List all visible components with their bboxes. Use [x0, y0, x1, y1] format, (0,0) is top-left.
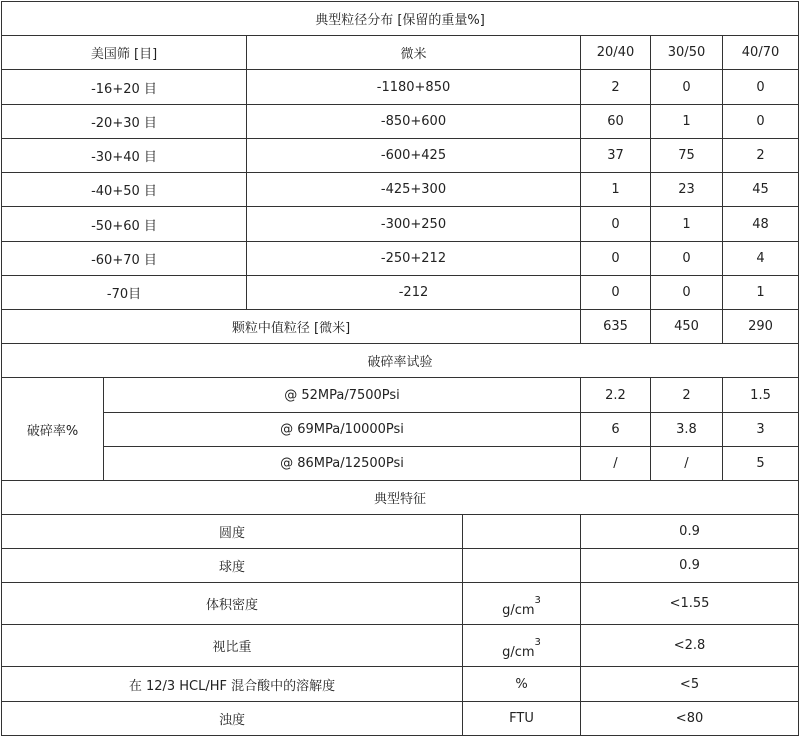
property-value: <2.8	[581, 625, 799, 667]
median-label: 颗粒中值粒径 [微米]	[2, 310, 581, 344]
property-unit	[463, 515, 581, 549]
value-cell: 2	[723, 139, 799, 173]
table-row	[2, 515, 799, 549]
mesh-cell: -60+70 目	[2, 242, 247, 276]
mesh-cell: -70目	[2, 276, 247, 310]
property-value: 0.9	[581, 515, 799, 549]
median-row	[2, 310, 799, 344]
micron-cell: -1180+850	[247, 70, 581, 105]
table-row	[2, 276, 799, 310]
micron-cell: -212	[247, 276, 581, 310]
property-unit	[463, 549, 581, 583]
property-name: 视比重	[2, 625, 463, 667]
micron-cell: -300+250	[247, 207, 581, 242]
value-cell: 0	[581, 207, 651, 242]
table-row	[2, 139, 799, 173]
props-section-title: 典型特征	[2, 481, 799, 515]
mesh-cell: -16+20 目	[2, 70, 247, 105]
table-row	[2, 173, 799, 207]
value-cell: 48	[723, 207, 799, 242]
crush-condition: @ 86MPa/12500Psi	[104, 447, 581, 481]
table-row	[2, 242, 799, 276]
value-cell: 3.8	[651, 413, 723, 447]
crush-label: 破碎率%	[2, 378, 104, 481]
value-cell: 0	[651, 276, 723, 310]
table-row	[2, 583, 799, 625]
mesh-cell: -30+40 目	[2, 139, 247, 173]
value-cell: 450	[651, 310, 723, 344]
value-cell: 4	[723, 242, 799, 276]
value-cell: 0	[581, 276, 651, 310]
header-grade-30-50: 30/50	[651, 36, 723, 70]
unit-superscript: 3	[534, 595, 541, 606]
property-value: <5	[581, 667, 799, 702]
value-cell: 60	[581, 105, 651, 139]
value-cell: 1.5	[723, 378, 799, 413]
value-cell: 0	[723, 70, 799, 105]
table-row	[2, 413, 799, 447]
value-cell: 1	[651, 207, 723, 242]
micron-cell: -600+425	[247, 139, 581, 173]
value-cell: /	[651, 447, 723, 481]
mesh-cell: -40+50 目	[2, 173, 247, 207]
value-cell: 0	[723, 105, 799, 139]
value-cell: 635	[581, 310, 651, 344]
table-row	[2, 70, 799, 105]
table-row	[2, 378, 799, 413]
property-name: 在 12/3 HCL/HF 混合酸中的溶解度	[2, 667, 463, 702]
table-row	[2, 207, 799, 242]
micron-cell: -250+212	[247, 242, 581, 276]
value-cell: 2	[581, 70, 651, 105]
property-unit	[463, 583, 581, 625]
header-mesh: 美国筛 [目]	[2, 36, 247, 70]
micron-cell: -425+300	[247, 173, 581, 207]
table-row	[2, 549, 799, 583]
value-cell: 6	[581, 413, 651, 447]
value-cell: 37	[581, 139, 651, 173]
table-row	[2, 667, 799, 702]
mesh-cell: -50+60 目	[2, 207, 247, 242]
header-grade-20-40: 20/40	[581, 36, 651, 70]
value-cell: 23	[651, 173, 723, 207]
value-cell: 0	[651, 242, 723, 276]
property-value: 0.9	[581, 549, 799, 583]
header-grade-40-70: 40/70	[723, 36, 799, 70]
property-name: 球度	[2, 549, 463, 583]
table-row	[2, 702, 799, 736]
property-unit	[463, 625, 581, 667]
value-cell: 1	[723, 276, 799, 310]
value-cell: 1	[651, 105, 723, 139]
mesh-cell: -20+30 目	[2, 105, 247, 139]
property-value: <80	[581, 702, 799, 736]
value-cell: 45	[723, 173, 799, 207]
crush-section-title: 破碎率试验	[2, 344, 799, 378]
table-title: 典型粒径分布 [保留的重量%]	[2, 2, 799, 36]
table-row	[2, 447, 799, 481]
crush-condition: @ 52MPa/7500Psi	[104, 378, 581, 413]
table-row	[2, 625, 799, 667]
table-row	[2, 105, 799, 139]
value-cell: 2.2	[581, 378, 651, 413]
spec-table	[1, 1, 799, 736]
unit-text: g/cm	[502, 603, 535, 618]
value-cell: 0	[651, 70, 723, 105]
value-cell: 2	[651, 378, 723, 413]
crush-condition: @ 69MPa/10000Psi	[104, 413, 581, 447]
header-micron: 微米	[247, 36, 581, 70]
property-value: <1.55	[581, 583, 799, 625]
value-cell: 1	[581, 173, 651, 207]
value-cell: 0	[581, 242, 651, 276]
property-name: 圆度	[2, 515, 463, 549]
value-cell: 75	[651, 139, 723, 173]
value-cell: 3	[723, 413, 799, 447]
value-cell: /	[581, 447, 651, 481]
property-unit: %	[463, 667, 581, 702]
value-cell: 5	[723, 447, 799, 481]
property-unit: FTU	[463, 702, 581, 736]
property-name: 体积密度	[2, 583, 463, 625]
value-cell: 290	[723, 310, 799, 344]
micron-cell: -850+600	[247, 105, 581, 139]
property-name: 浊度	[2, 702, 463, 736]
unit-superscript: 3	[534, 637, 541, 648]
unit-text: g/cm	[502, 645, 535, 660]
